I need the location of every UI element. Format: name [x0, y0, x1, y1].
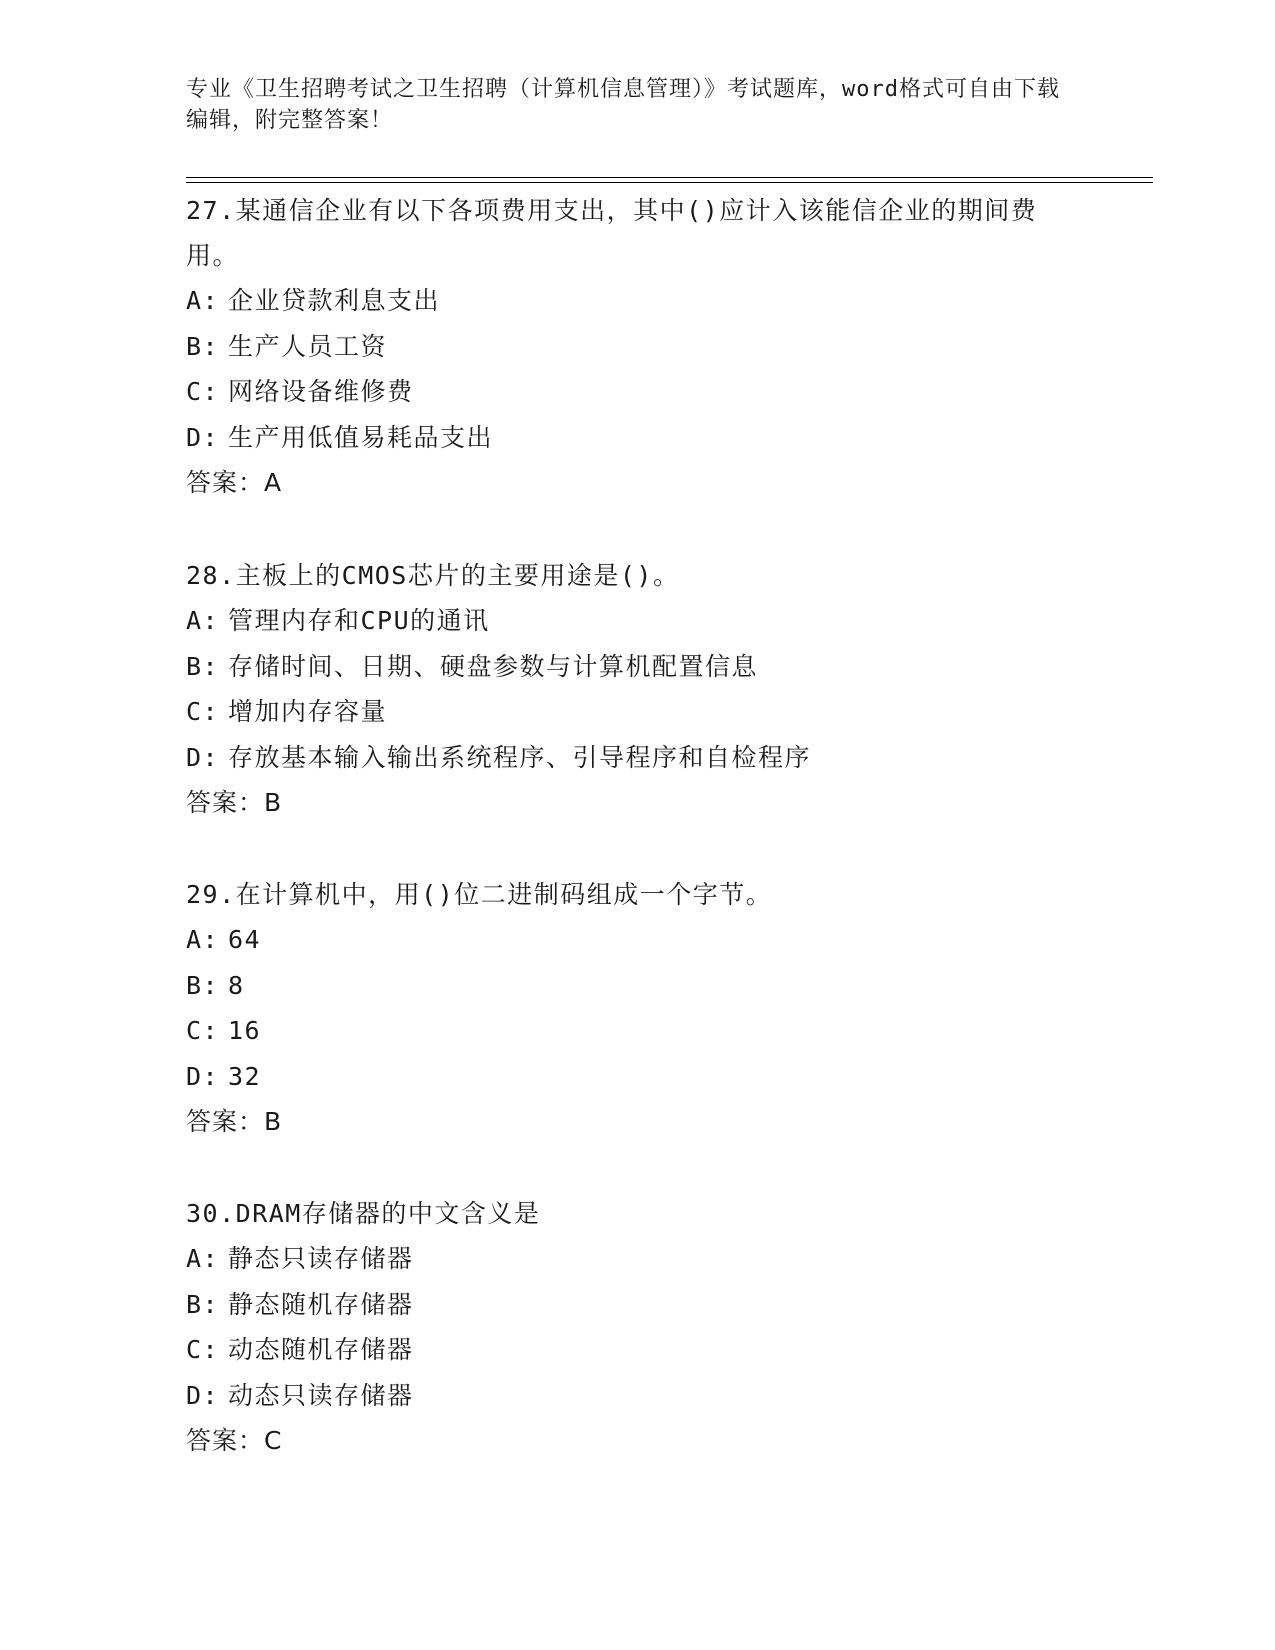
- option-text: 管理内存和CPU的通讯: [228, 606, 490, 635]
- question-stem: [186, 872, 1086, 917]
- option-key: A:: [186, 1244, 220, 1273]
- question-number: 28.: [186, 561, 236, 590]
- option-key: B:: [186, 1289, 220, 1319]
- question-29: [186, 872, 1086, 1144]
- answer-line: 答案：B: [186, 1107, 283, 1136]
- intro-text: 专业《卫生招聘考试之卫生招聘（计算机信息管理）》考试题库，word格式可自由下载编辑，附完整答案！: [186, 77, 1060, 133]
- option-a: [186, 1236, 1086, 1282]
- option-text: 存储时间、日期、硬盘参数与计算机配置信息: [228, 651, 759, 681]
- option-key: B:: [186, 651, 220, 681]
- option-text: 16: [228, 1016, 262, 1045]
- option-key: D:: [186, 1380, 220, 1410]
- option-key: C:: [186, 1016, 220, 1045]
- option-d: [186, 1373, 1086, 1419]
- option-text: 生产用低值易耗品支出: [228, 422, 494, 452]
- option-d: [186, 735, 1086, 781]
- option-a: [186, 598, 1086, 644]
- option-key: C:: [186, 1335, 220, 1364]
- option-key: A:: [186, 925, 220, 954]
- option-b: [186, 644, 1086, 690]
- question-number: 27.: [186, 196, 236, 225]
- question-stem: [186, 553, 1086, 598]
- option-b: [186, 963, 1086, 1009]
- option-d: [186, 1054, 1086, 1100]
- question-27: [186, 188, 1086, 505]
- option-key: D:: [186, 742, 220, 772]
- option-a: [186, 278, 1086, 324]
- option-text: 企业贷款利息支出: [228, 286, 441, 315]
- option-key: B:: [186, 331, 220, 361]
- question-text: DRAM存储器的中文含义是: [235, 1199, 541, 1228]
- option-text: 8: [228, 970, 245, 1000]
- header-divider-top: [186, 177, 1153, 178]
- option-a: [186, 917, 1086, 963]
- question-stem: [186, 1191, 1086, 1236]
- option-b: [186, 324, 1086, 370]
- answer-line: 答案：B: [186, 788, 283, 817]
- option-c: [186, 1008, 1086, 1054]
- option-text: 32: [228, 1061, 262, 1091]
- question-28: [186, 553, 1086, 825]
- option-d: [186, 415, 1086, 461]
- option-text: 动态随机存储器: [228, 1335, 414, 1364]
- option-key: C:: [186, 697, 220, 726]
- answer-line: 答案：A: [186, 468, 283, 497]
- option-text: 存放基本输入输出系统程序、引导程序和自检程序: [228, 742, 812, 772]
- option-key: B:: [186, 970, 220, 1000]
- question-30: [186, 1191, 1086, 1463]
- question-number: 30.: [186, 1199, 236, 1228]
- option-text: 静态随机存储器: [228, 1289, 414, 1319]
- question-number: 29.: [186, 880, 236, 909]
- option-text: 动态只读存储器: [228, 1380, 414, 1410]
- question-stem: [186, 188, 1086, 278]
- option-c: [186, 369, 1086, 415]
- question-text: 在计算机中，用()位二进制码组成一个字节。: [235, 880, 773, 909]
- option-key: D:: [186, 422, 220, 452]
- question-text: 某通信企业有以下各项费用支出，其中()应计入该能信企业的期间费用。: [186, 196, 1038, 270]
- option-key: A:: [186, 286, 220, 315]
- option-b: [186, 1282, 1086, 1328]
- answer-line: 答案：C: [186, 1426, 283, 1455]
- document-intro: [186, 74, 1066, 136]
- option-text: 64: [228, 925, 262, 954]
- option-text: 静态只读存储器: [228, 1244, 414, 1273]
- option-c: [186, 689, 1086, 735]
- header-divider-bottom: [186, 182, 1153, 183]
- option-key: C:: [186, 377, 220, 406]
- question-text: 主板上的CMOS芯片的主要用途是()。: [235, 561, 680, 590]
- option-c: [186, 1327, 1086, 1373]
- option-text: 网络设备维修费: [228, 377, 414, 406]
- option-text: 增加内存容量: [228, 697, 388, 726]
- option-text: 生产人员工资: [228, 331, 388, 361]
- option-key: A:: [186, 606, 220, 635]
- option-key: D:: [186, 1061, 220, 1091]
